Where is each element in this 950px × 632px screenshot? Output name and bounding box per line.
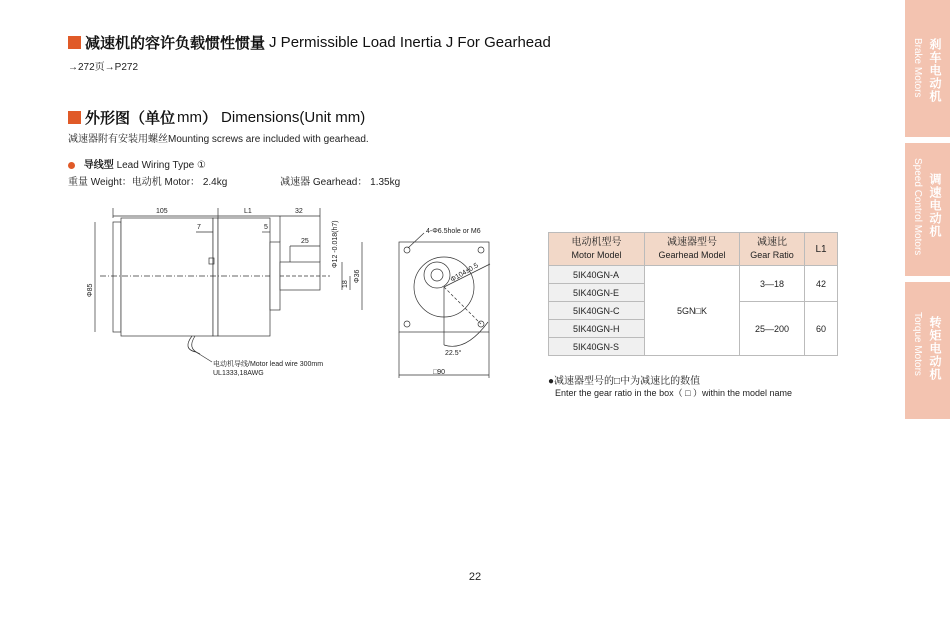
motor-weight: 重量 Weight：电动机 Motor： 2.4kg <box>68 177 228 188</box>
gearhead-model-cell: 5GN□K <box>645 266 740 356</box>
header-gear-ratio: 减速比 Gear Ratio <box>740 233 805 266</box>
dim-36: Φ36 <box>354 269 361 283</box>
tab-label-cn: 刹车电动机 <box>928 38 942 103</box>
dim-32: 32 <box>295 208 303 215</box>
gear-ratio-cell: 3—18 <box>740 266 805 302</box>
motor-model-cell: 5IK40GN-H <box>549 320 645 338</box>
inertia-title-en: J Permissible Load Inertia J For Gearhead <box>269 34 551 51</box>
tab-label-en: Torque Motors <box>912 312 923 376</box>
dim-18: 18 <box>342 280 349 288</box>
dimensions-title-en: Dimensions(Unit mm) <box>221 109 366 126</box>
lead-wire-en: UL1333,18AWG <box>213 370 264 377</box>
wiring-label-en: Lead Wiring Type ① <box>116 160 206 171</box>
dim-5: 5 <box>264 224 268 231</box>
gear-ratio-note-cn: ●减速器型号的□中为减速比的数值 <box>548 376 701 387</box>
lead-wire-cn: 电动机导线/Motor lead wire 300mm <box>213 361 324 368</box>
tab-label-en: Brake Motors <box>912 38 923 98</box>
gearhead-weight: 减速器 Gearhead： 1.35kg <box>280 177 401 188</box>
sidebar-tab-speed-control-motors[interactable] <box>905 143 950 276</box>
header-motor-model: 电动机型号 Motor Model <box>549 233 645 266</box>
tab-label-en: Speed Control Motors <box>912 158 923 256</box>
wiring-label-cn: 导线型 <box>83 160 114 171</box>
angle-22: 22.5° <box>445 350 462 357</box>
gear-ratio-note-en: Enter the gear ratio in the box（ □ ）within the model name <box>555 388 793 398</box>
dim-7: 7 <box>197 224 201 231</box>
page-reference[interactable]: →272页→P272 <box>68 62 139 73</box>
motor-model-cell: 5IK40GN-C <box>549 302 645 320</box>
square-90: □90 <box>433 369 446 376</box>
dimensions-title-unit: mm <box>177 109 203 126</box>
dim-L1: L1 <box>244 208 252 215</box>
gear-ratio-cell: 25—200 <box>740 302 805 356</box>
dim-shaft: Φ12 -0.018(h7) <box>332 220 339 268</box>
header-gearhead-model: 减速器型号 Gearhead Model <box>645 233 740 266</box>
dim-85: Φ85 <box>87 283 94 297</box>
dim-25: 25 <box>301 238 309 245</box>
sidebar-tab-torque-motors[interactable] <box>905 282 950 419</box>
mount-note: 减速器附有安装用螺丝Mounting screws are included with gearhead. <box>68 134 369 145</box>
motor-model-cell: 5IK40GN-E <box>549 284 645 302</box>
tab-label-cn: 转矩电动机 <box>928 316 942 381</box>
motor-model-cell: 5IK40GN-A <box>549 266 645 284</box>
sidebar-tab-brake-motors[interactable] <box>905 0 950 137</box>
tab-label-cn: 调速电动机 <box>928 173 942 238</box>
motor-model-cell: 5IK40GN-S <box>549 338 645 356</box>
spec-table <box>548 232 838 356</box>
hole-spec: 4-Φ6.5hole or M6 <box>426 228 481 235</box>
dim-105: 105 <box>156 208 168 215</box>
dimensions-title-cn: 外形图（单位 <box>85 110 176 127</box>
l1-cell: 60 <box>805 302 838 356</box>
dia-104: Φ104±0.5 <box>449 262 480 284</box>
table-row <box>549 266 838 284</box>
dimensions-title-close: ） <box>202 110 218 127</box>
page-number: 22 <box>468 571 482 583</box>
l1-cell: 42 <box>805 266 838 302</box>
inertia-title-cn: 减速机的容许负载惯性惯量 <box>85 35 266 52</box>
header-l1: L1 <box>805 233 838 266</box>
